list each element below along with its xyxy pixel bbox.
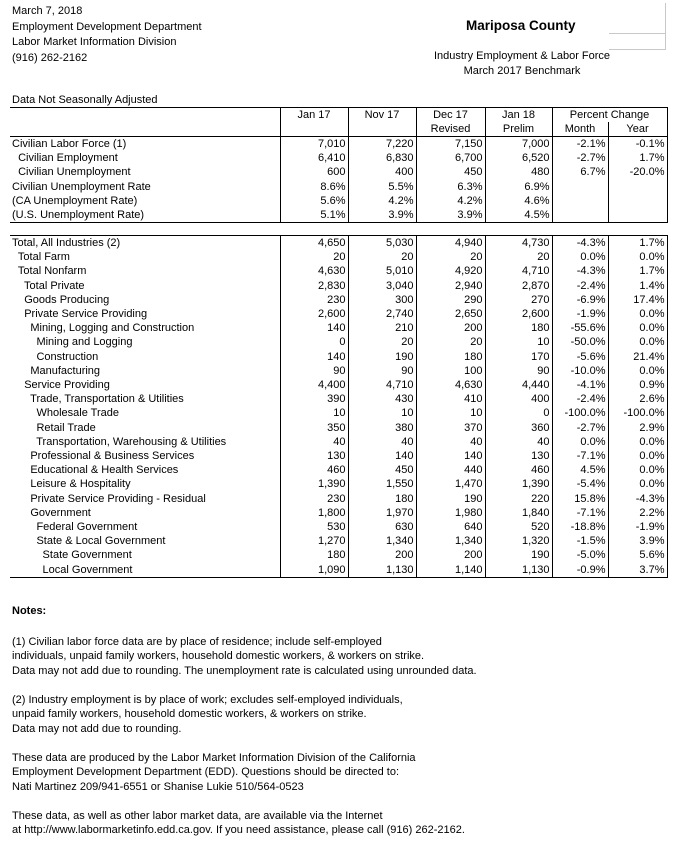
decorative-cell-border bbox=[609, 3, 666, 50]
jan17-value: 1,800 bbox=[280, 506, 348, 520]
table-row bbox=[10, 180, 667, 194]
table-row bbox=[10, 250, 667, 264]
nov17-value: 200 bbox=[348, 548, 416, 562]
table-row bbox=[10, 506, 667, 520]
nov17-value: 1,340 bbox=[348, 534, 416, 548]
nov17-value: 3.9% bbox=[348, 208, 416, 223]
month-change: -5.4% bbox=[552, 477, 608, 491]
jan17-value: 20 bbox=[280, 250, 348, 264]
header-blank bbox=[280, 122, 348, 137]
row-label: Civilian Unemployment bbox=[10, 165, 280, 179]
jan17-value: 2,600 bbox=[280, 307, 348, 321]
table-row bbox=[10, 321, 667, 335]
year-change: 0.0% bbox=[608, 364, 667, 378]
month-change: -100.0% bbox=[552, 406, 608, 420]
year-change: 0.9% bbox=[608, 378, 667, 392]
table-row bbox=[10, 279, 667, 293]
col-year-header: Year bbox=[608, 122, 667, 137]
table-row bbox=[10, 335, 667, 349]
month-change: -5.6% bbox=[552, 350, 608, 364]
row-label: Educational & Health Services bbox=[10, 463, 280, 477]
month-change: -4.1% bbox=[552, 378, 608, 392]
row-label: Mining and Logging bbox=[10, 335, 280, 349]
dec17-value: 10 bbox=[416, 406, 485, 420]
dec17-value: 2,940 bbox=[416, 279, 485, 293]
jan17-value: 8.6% bbox=[280, 180, 348, 194]
row-label: Civilian Employment bbox=[10, 151, 280, 165]
jan17-value: 600 bbox=[280, 165, 348, 179]
header-blank bbox=[10, 108, 280, 123]
month-change: -4.3% bbox=[552, 236, 608, 251]
jan17-value: 180 bbox=[280, 548, 348, 562]
year-change: 0.0% bbox=[608, 449, 667, 463]
row-label: State Government bbox=[10, 548, 280, 562]
dec17-value: 450 bbox=[416, 165, 485, 179]
jan17-value: 4,630 bbox=[280, 264, 348, 278]
report-header bbox=[12, 4, 202, 66]
row-label: Total Private bbox=[10, 279, 280, 293]
row-label: Federal Government bbox=[10, 520, 280, 534]
jan17-value: 350 bbox=[280, 421, 348, 435]
month-change: -7.1% bbox=[552, 506, 608, 520]
dec17-value: 290 bbox=[416, 293, 485, 307]
row-label: Professional & Business Services bbox=[10, 449, 280, 463]
jan18-value: 2,870 bbox=[485, 279, 552, 293]
jan18-value: 90 bbox=[485, 364, 552, 378]
month-change: -2.4% bbox=[552, 279, 608, 293]
nov17-value: 5,010 bbox=[348, 264, 416, 278]
table-row bbox=[10, 194, 667, 208]
nov17-value: 5.5% bbox=[348, 180, 416, 194]
table-row bbox=[10, 165, 667, 179]
year-change: 0.0% bbox=[608, 250, 667, 264]
dec17-value: 20 bbox=[416, 250, 485, 264]
nov17-value: 3,040 bbox=[348, 279, 416, 293]
year-change: 0.0% bbox=[608, 307, 667, 321]
table-row bbox=[10, 477, 667, 491]
jan17-value: 230 bbox=[280, 492, 348, 506]
dec17-value: 4,630 bbox=[416, 378, 485, 392]
row-label: Construction bbox=[10, 350, 280, 364]
dec17-value: 200 bbox=[416, 321, 485, 335]
nov17-value: 1,550 bbox=[348, 477, 416, 491]
month-change: -2.4% bbox=[552, 392, 608, 406]
note-4: These data, as well as other labor market data, are available via the Internet at http://www.labormarketinfo.edd.ca.gov. If you need assistance, please call (916) 262-2162. bbox=[12, 809, 465, 836]
jan17-value: 10 bbox=[280, 406, 348, 420]
seasonal-adjustment-note: Data Not Seasonally Adjusted bbox=[12, 94, 158, 106]
labor-force-table bbox=[10, 136, 668, 223]
year-change: 17.4% bbox=[608, 293, 667, 307]
dec17-value: 1,980 bbox=[416, 506, 485, 520]
department-name: Employment Development Department bbox=[12, 20, 202, 33]
nov17-value: 10 bbox=[348, 406, 416, 420]
nov17-value: 380 bbox=[348, 421, 416, 435]
nov17-value: 7,220 bbox=[348, 137, 416, 152]
nov17-value: 450 bbox=[348, 463, 416, 477]
table-row bbox=[10, 421, 667, 435]
year-change: 5.6% bbox=[608, 548, 667, 562]
year-change: 1.7% bbox=[608, 236, 667, 251]
month-change: -2.7% bbox=[552, 151, 608, 165]
year-change: 21.4% bbox=[608, 350, 667, 364]
col-month-header: Month bbox=[552, 122, 608, 137]
col-dec17-header: Dec 17 bbox=[416, 108, 485, 123]
jan17-value: 7,010 bbox=[280, 137, 348, 152]
table-row bbox=[10, 563, 667, 578]
industry-employment-table bbox=[10, 235, 668, 578]
table-row bbox=[10, 208, 667, 223]
dec17-value: 6.3% bbox=[416, 180, 485, 194]
col-jan18-subheader: Prelim bbox=[485, 122, 552, 137]
jan18-value: 1,130 bbox=[485, 563, 552, 578]
month-change bbox=[552, 180, 608, 194]
row-label: Private Service Providing - Residual bbox=[10, 492, 280, 506]
year-change bbox=[608, 194, 667, 208]
month-change: -5.0% bbox=[552, 548, 608, 562]
month-change: -55.6% bbox=[552, 321, 608, 335]
jan17-value: 140 bbox=[280, 350, 348, 364]
dec17-value: 20 bbox=[416, 335, 485, 349]
header-blank bbox=[348, 122, 416, 137]
year-change: -4.3% bbox=[608, 492, 667, 506]
col-nov17-header: Nov 17 bbox=[348, 108, 416, 123]
row-label: Wholesale Trade bbox=[10, 406, 280, 420]
subtitle-line-2: March 2017 Benchmark bbox=[463, 65, 581, 77]
month-change: -4.3% bbox=[552, 264, 608, 278]
nov17-value: 300 bbox=[348, 293, 416, 307]
nov17-value: 190 bbox=[348, 350, 416, 364]
nov17-value: 180 bbox=[348, 492, 416, 506]
dec17-value: 1,340 bbox=[416, 534, 485, 548]
jan17-value: 5.1% bbox=[280, 208, 348, 223]
jan18-value: 400 bbox=[485, 392, 552, 406]
nov17-value: 1,970 bbox=[348, 506, 416, 520]
row-label: Local Government bbox=[10, 563, 280, 578]
jan18-value: 520 bbox=[485, 520, 552, 534]
nov17-value: 400 bbox=[348, 165, 416, 179]
jan17-value: 140 bbox=[280, 321, 348, 335]
jan18-value: 190 bbox=[485, 548, 552, 562]
nov17-value: 90 bbox=[348, 364, 416, 378]
table-row bbox=[10, 406, 667, 420]
jan18-value: 0 bbox=[485, 406, 552, 420]
row-label: Service Providing bbox=[10, 378, 280, 392]
month-change: -10.0% bbox=[552, 364, 608, 378]
table-row bbox=[10, 293, 667, 307]
jan18-value: 480 bbox=[485, 165, 552, 179]
table-row bbox=[10, 307, 667, 321]
jan18-value: 4.6% bbox=[485, 194, 552, 208]
jan18-value: 180 bbox=[485, 321, 552, 335]
report-subtitle bbox=[428, 49, 616, 79]
year-change: 0.0% bbox=[608, 321, 667, 335]
jan17-value: 4,650 bbox=[280, 236, 348, 251]
month-change: -18.8% bbox=[552, 520, 608, 534]
table-row bbox=[10, 364, 667, 378]
jan18-value: 7,000 bbox=[485, 137, 552, 152]
row-label: Mining, Logging and Construction bbox=[10, 321, 280, 335]
notes-section bbox=[12, 604, 672, 852]
division-name: Labor Market Information Division bbox=[12, 36, 177, 48]
jan17-value: 6,410 bbox=[280, 151, 348, 165]
nov17-value: 4,710 bbox=[348, 378, 416, 392]
jan18-value: 1,390 bbox=[485, 477, 552, 491]
nov17-value: 5,030 bbox=[348, 236, 416, 251]
jan18-value: 130 bbox=[485, 449, 552, 463]
month-change: -7.1% bbox=[552, 449, 608, 463]
month-change: -2.1% bbox=[552, 137, 608, 152]
nov17-value: 140 bbox=[348, 449, 416, 463]
row-label: Leisure & Hospitality bbox=[10, 477, 280, 491]
nov17-value: 630 bbox=[348, 520, 416, 534]
header-blank bbox=[10, 122, 280, 137]
dec17-value: 410 bbox=[416, 392, 485, 406]
jan17-value: 1,090 bbox=[280, 563, 348, 578]
table-row bbox=[10, 236, 667, 251]
dec17-value: 640 bbox=[416, 520, 485, 534]
jan18-value: 4,730 bbox=[485, 236, 552, 251]
table-row bbox=[10, 520, 667, 534]
dec17-value: 100 bbox=[416, 364, 485, 378]
dec17-value: 4.2% bbox=[416, 194, 485, 208]
month-change bbox=[552, 194, 608, 208]
jan18-value: 220 bbox=[485, 492, 552, 506]
row-label: (U.S. Unemployment Rate) bbox=[10, 208, 280, 223]
dec17-value: 1,140 bbox=[416, 563, 485, 578]
jan17-value: 40 bbox=[280, 435, 348, 449]
nov17-value: 20 bbox=[348, 335, 416, 349]
jan18-value: 4,440 bbox=[485, 378, 552, 392]
month-change: -50.0% bbox=[552, 335, 608, 349]
year-change bbox=[608, 180, 667, 194]
jan18-value: 460 bbox=[485, 463, 552, 477]
phone-number: (916) 262-2162 bbox=[12, 51, 88, 64]
dec17-value: 6,700 bbox=[416, 151, 485, 165]
month-change: 4.5% bbox=[552, 463, 608, 477]
year-change: 2.2% bbox=[608, 506, 667, 520]
nov17-value: 430 bbox=[348, 392, 416, 406]
jan17-value: 4,400 bbox=[280, 378, 348, 392]
year-change: -1.9% bbox=[608, 520, 667, 534]
jan18-value: 6,520 bbox=[485, 151, 552, 165]
row-label: Total Farm bbox=[10, 250, 280, 264]
year-change: 0.0% bbox=[608, 335, 667, 349]
dec17-value: 40 bbox=[416, 435, 485, 449]
row-label: Total Nonfarm bbox=[10, 264, 280, 278]
table-row bbox=[10, 548, 667, 562]
month-change: -2.7% bbox=[552, 421, 608, 435]
row-label: Civilian Labor Force (1) bbox=[10, 137, 280, 152]
nov17-value: 2,740 bbox=[348, 307, 416, 321]
row-label: Civilian Unemployment Rate bbox=[10, 180, 280, 194]
table-row bbox=[10, 492, 667, 506]
month-change: -0.9% bbox=[552, 563, 608, 578]
jan17-value: 90 bbox=[280, 364, 348, 378]
column-header-table bbox=[10, 107, 668, 137]
dec17-value: 4,920 bbox=[416, 264, 485, 278]
table-row bbox=[10, 378, 667, 392]
table-row bbox=[10, 151, 667, 165]
jan18-value: 1,320 bbox=[485, 534, 552, 548]
month-change: -6.9% bbox=[552, 293, 608, 307]
year-change: 3.7% bbox=[608, 563, 667, 578]
note-1: (1) Civilian labor force data are by place of residence; include self-employed individuals, unpaid family workers, household domestic workers, & workers on strike. Data may not add due to rounding. The unemployment rate is calculated using unrounded data. bbox=[12, 635, 477, 677]
table-row bbox=[10, 137, 667, 152]
nov17-value: 4.2% bbox=[348, 194, 416, 208]
row-label: Trade, Transportation & Utilities bbox=[10, 392, 280, 406]
jan17-value: 1,270 bbox=[280, 534, 348, 548]
jan18-value: 170 bbox=[485, 350, 552, 364]
jan18-value: 10 bbox=[485, 335, 552, 349]
jan18-value: 4.5% bbox=[485, 208, 552, 223]
dec17-value: 200 bbox=[416, 548, 485, 562]
jan18-value: 40 bbox=[485, 435, 552, 449]
jan17-value: 530 bbox=[280, 520, 348, 534]
table-row bbox=[10, 264, 667, 278]
table-row bbox=[10, 463, 667, 477]
percent-change-header: Percent Change bbox=[552, 108, 667, 123]
month-change: -1.5% bbox=[552, 534, 608, 548]
jan18-value: 1,840 bbox=[485, 506, 552, 520]
year-change: 1.7% bbox=[608, 151, 667, 165]
year-change: 3.9% bbox=[608, 534, 667, 548]
table-row bbox=[10, 449, 667, 463]
row-label: State & Local Government bbox=[10, 534, 280, 548]
row-label: Total, All Industries (2) bbox=[10, 236, 280, 251]
dec17-value: 370 bbox=[416, 421, 485, 435]
jan18-value: 20 bbox=[485, 250, 552, 264]
jan17-value: 390 bbox=[280, 392, 348, 406]
county-title: Mariposa County bbox=[466, 18, 576, 33]
notes-title: Notes: bbox=[12, 605, 47, 617]
month-change: 15.8% bbox=[552, 492, 608, 506]
nov17-value: 1,130 bbox=[348, 563, 416, 578]
jan17-value: 0 bbox=[280, 335, 348, 349]
month-change: -1.9% bbox=[552, 307, 608, 321]
table-row bbox=[10, 435, 667, 449]
row-label: Manufacturing bbox=[10, 364, 280, 378]
col-jan18-header: Jan 18 bbox=[485, 108, 552, 123]
nov17-value: 40 bbox=[348, 435, 416, 449]
row-label: Goods Producing bbox=[10, 293, 280, 307]
col-jan17-header: Jan 17 bbox=[280, 108, 348, 123]
jan17-value: 2,830 bbox=[280, 279, 348, 293]
year-change: 0.0% bbox=[608, 463, 667, 477]
year-change: 1.7% bbox=[608, 264, 667, 278]
table-row bbox=[10, 392, 667, 406]
row-label: Transportation, Warehousing & Utilities bbox=[10, 435, 280, 449]
table-row bbox=[10, 350, 667, 364]
note-3: These data are produced by the Labor Market Information Division of the California Employment Development Department (EDD). Questions should be directed to: Nati Martinez 209/941-6551 or Shanise Lukie 510/564-0523 bbox=[12, 751, 416, 793]
dec17-value: 7,150 bbox=[416, 137, 485, 152]
dec17-value: 4,940 bbox=[416, 236, 485, 251]
jan17-value: 1,390 bbox=[280, 477, 348, 491]
dec17-value: 140 bbox=[416, 449, 485, 463]
month-change bbox=[552, 208, 608, 223]
month-change: 6.7% bbox=[552, 165, 608, 179]
dec17-value: 190 bbox=[416, 492, 485, 506]
jan18-value: 270 bbox=[485, 293, 552, 307]
year-change: 0.0% bbox=[608, 477, 667, 491]
note-2: (2) Industry employment is by place of work; excludes self-employed individuals, unpaid family workers, household domestic workers, & workers on strike. Data may not add due to rounding. bbox=[12, 693, 403, 735]
nov17-value: 6,830 bbox=[348, 151, 416, 165]
dec17-value: 180 bbox=[416, 350, 485, 364]
year-change: -0.1% bbox=[608, 137, 667, 152]
row-label: Private Service Providing bbox=[10, 307, 280, 321]
jan17-value: 230 bbox=[280, 293, 348, 307]
jan17-value: 130 bbox=[280, 449, 348, 463]
nov17-value: 210 bbox=[348, 321, 416, 335]
jan17-value: 460 bbox=[280, 463, 348, 477]
nov17-value: 20 bbox=[348, 250, 416, 264]
year-change: 0.0% bbox=[608, 435, 667, 449]
year-change: -20.0% bbox=[608, 165, 667, 179]
month-change: 0.0% bbox=[552, 435, 608, 449]
jan18-value: 360 bbox=[485, 421, 552, 435]
table-row bbox=[10, 534, 667, 548]
month-change: 0.0% bbox=[552, 250, 608, 264]
jan18-value: 2,600 bbox=[485, 307, 552, 321]
jan18-value: 4,710 bbox=[485, 264, 552, 278]
row-label: Retail Trade bbox=[10, 421, 280, 435]
dec17-value: 440 bbox=[416, 463, 485, 477]
report-date: March 7, 2018 bbox=[12, 5, 83, 17]
col-dec17-subheader: Revised bbox=[416, 122, 485, 137]
year-change: 1.4% bbox=[608, 279, 667, 293]
dec17-value: 1,470 bbox=[416, 477, 485, 491]
subtitle-line-1: Industry Employment & Labor Force bbox=[433, 50, 611, 62]
dec17-value: 3.9% bbox=[416, 208, 485, 223]
jan17-value: 5.6% bbox=[280, 194, 348, 208]
row-label: Government bbox=[10, 506, 280, 520]
year-change: 2.6% bbox=[608, 392, 667, 406]
jan18-value: 6.9% bbox=[485, 180, 552, 194]
year-change bbox=[608, 208, 667, 223]
year-change: 2.9% bbox=[608, 421, 667, 435]
year-change: -100.0% bbox=[608, 406, 667, 420]
row-label: (CA Unemployment Rate) bbox=[10, 194, 280, 208]
dec17-value: 2,650 bbox=[416, 307, 485, 321]
